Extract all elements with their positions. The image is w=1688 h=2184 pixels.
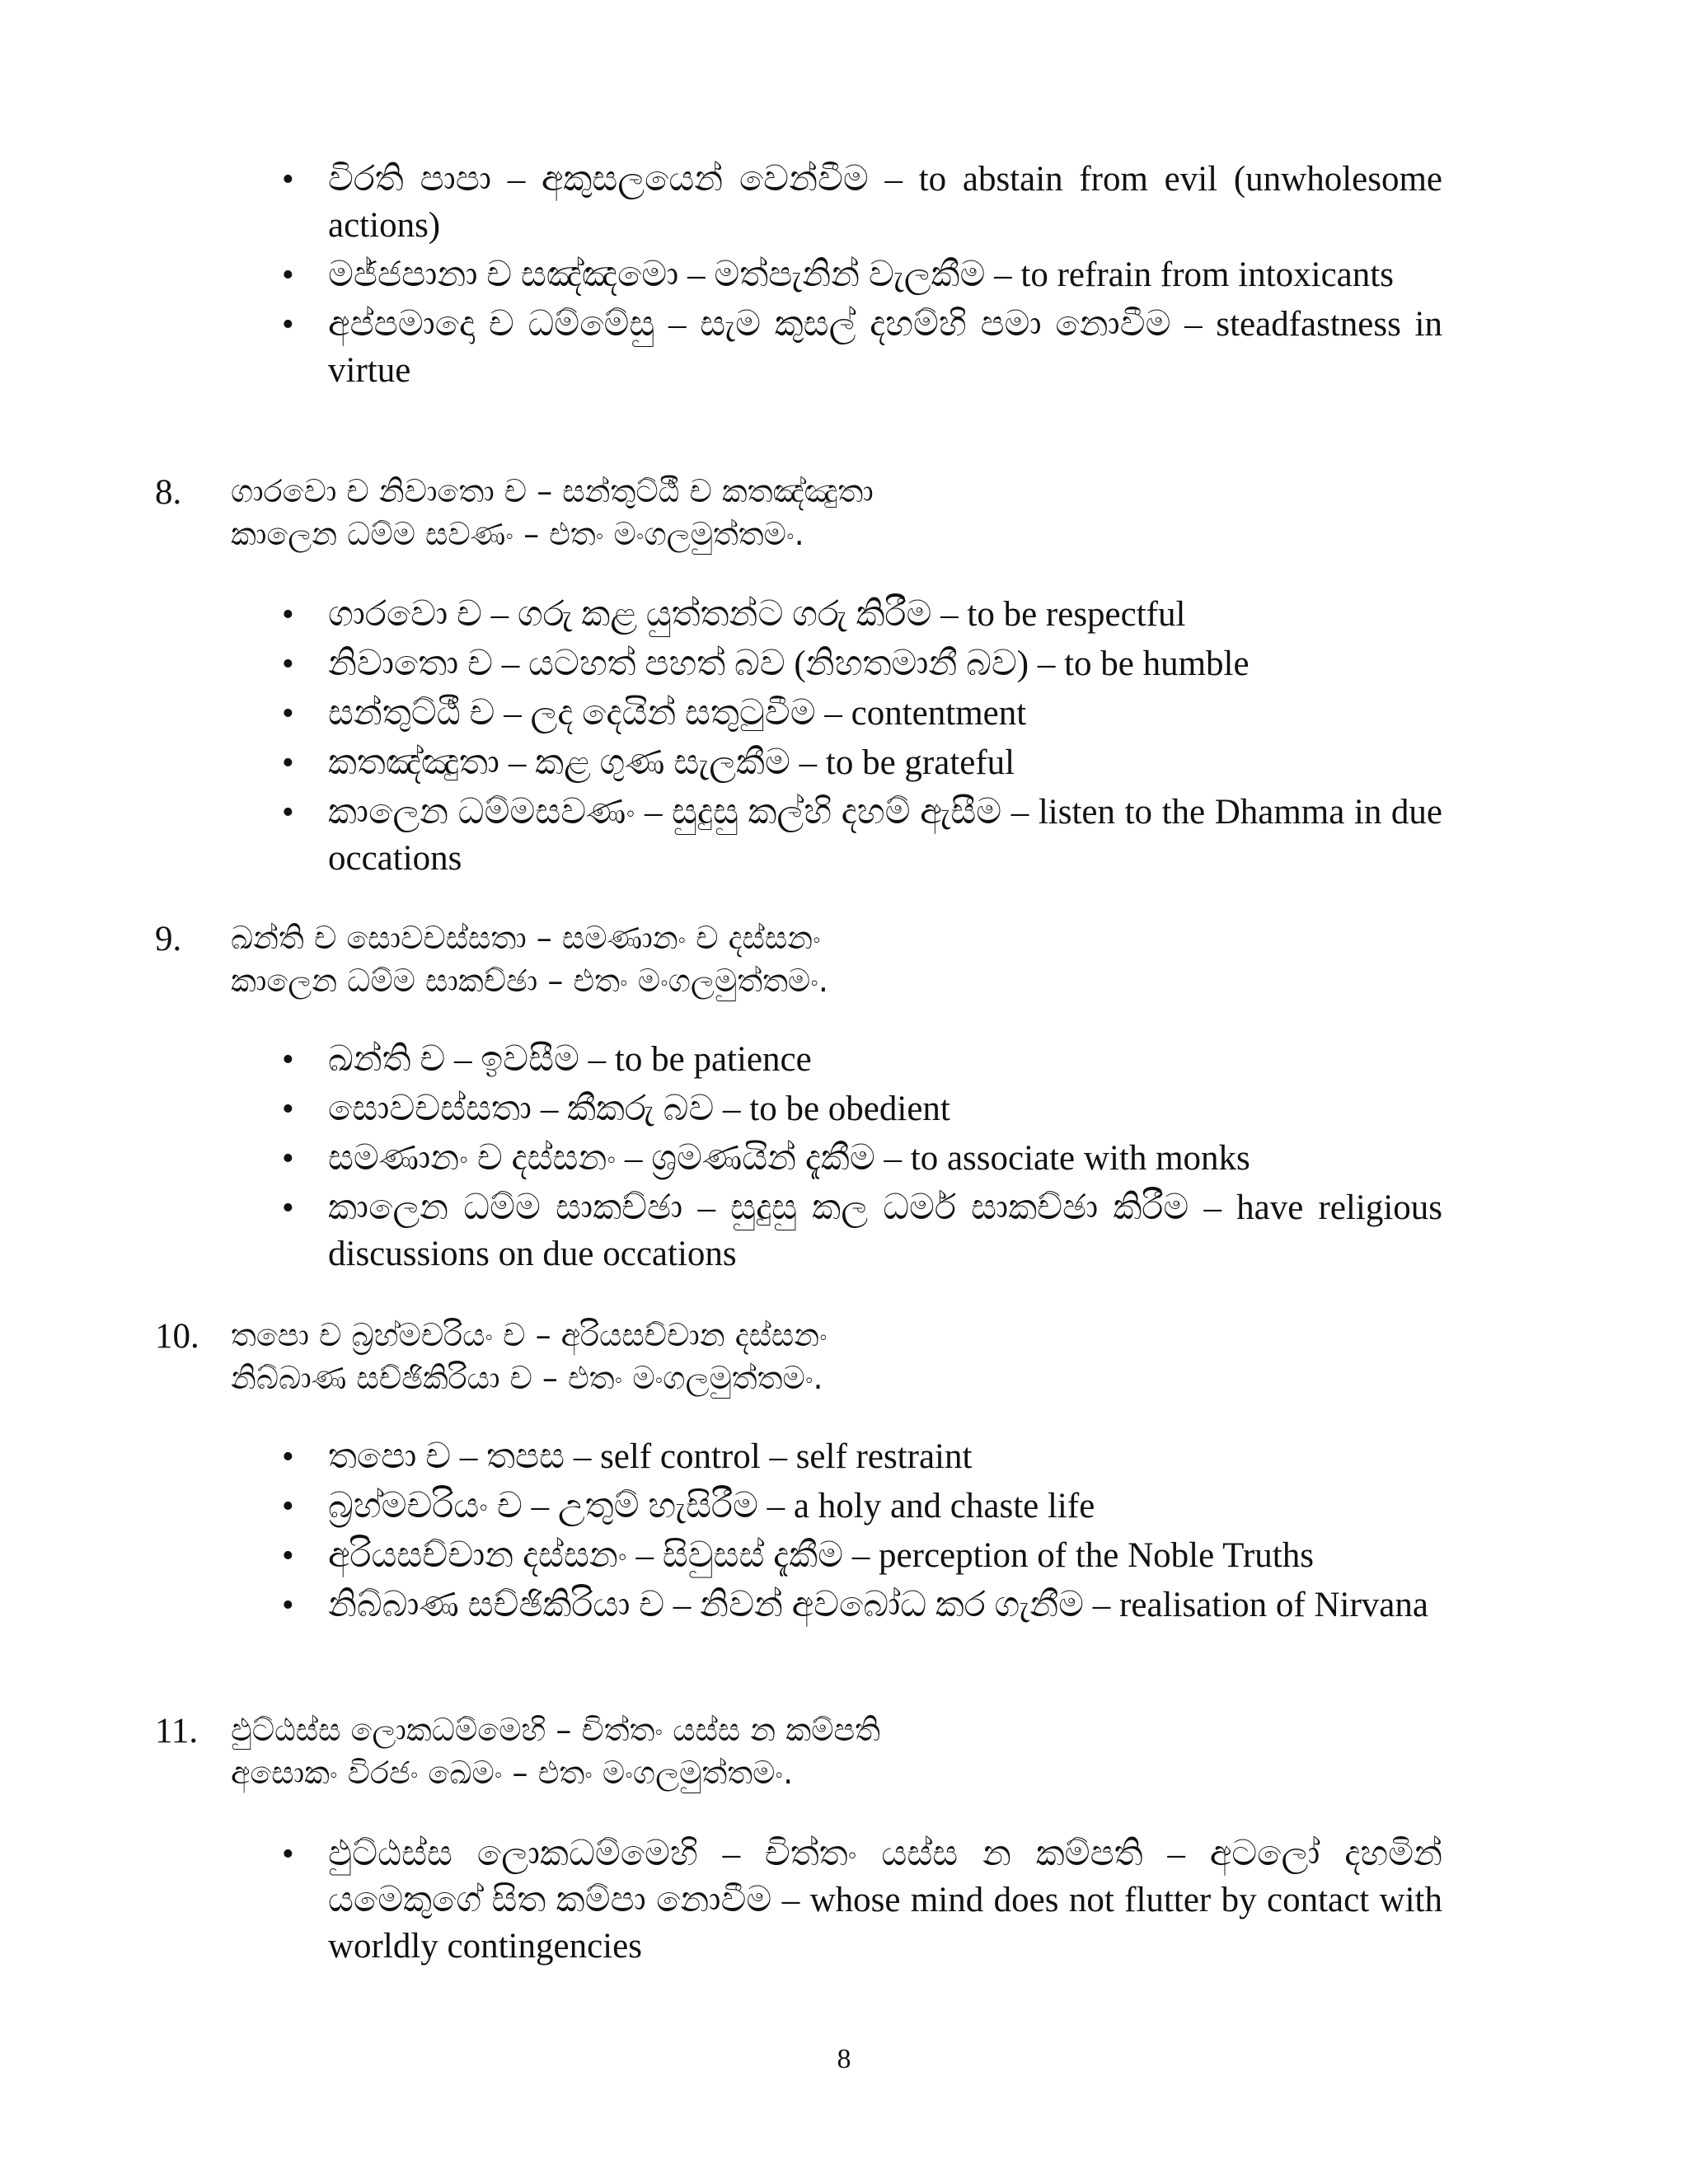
verse-number: 8. (155, 473, 182, 512)
list-item: • ගාරවො ච – ගරු කළ යුත්තන්ට ගරු කිරීම – to be respectful (272, 592, 1442, 638)
verse-line: තපො ච බ්‍රහ්මචරියං ච – අරියසච්චාන දස්සනං (231, 1317, 828, 1353)
list-item: • සොවචස්සතා – කීකරු බව – to be obedient (272, 1086, 1442, 1132)
bullet-list-d (272, 1434, 1442, 1632)
list-item: • සමණානං ච දස්සනං – ශ්‍රමණයින් දැකීම – to associate with monks (272, 1136, 1442, 1182)
verse-number: 11. (155, 1712, 199, 1750)
verse-11 (155, 1708, 1391, 1794)
list-item: • ඵුට්ඨස්ස ලොකධම්මෙහි – චිත්තං යස්ස න කම්පති – අටලෝ දහමින් යමෙකුගේ සිත කම්පා නොවීම – whose mind does not flutter by contact with worldly contingencies (272, 1831, 1442, 1970)
bullet-icon: • (282, 1586, 294, 1624)
verse-line: ගාරවො ච නිවාතො ච – සන්තුට්ඨී ච කතඤ්ඤුතා (231, 473, 874, 509)
bullet-icon: • (282, 645, 294, 683)
verse-line: අසොකං විරජං ඛෙමං – එතං මංගලමුත්තමං. (231, 1755, 794, 1791)
bullet-icon: • (282, 1537, 294, 1575)
verse-number: 9. (155, 920, 182, 958)
list-item: • බ්‍රහ්මචරියං ච – උතුම් හැසිරීම – a holy and chaste life (272, 1483, 1442, 1530)
verse-number: 10. (155, 1317, 199, 1356)
verse-line: ඛන්ති ච සොවචස්සතා – සමණානං ච දස්සනං (231, 920, 821, 956)
bullet-icon: • (282, 1041, 294, 1079)
verse-line: ඵුට්ඨස්ස ලොකධම්මෙහි – චිත්තං යස්ස න කම්පති (231, 1712, 880, 1748)
list-item: • කතඤ්ඤුතා – කළ ගුණ සැලකීම – to be grateful (272, 740, 1442, 786)
bullet-icon: • (282, 794, 294, 832)
bullet-icon: • (282, 744, 294, 782)
bullet-icon: • (282, 1189, 294, 1227)
list-item: • සන්තුට්ඨී ච – ලද දෙයින් සතුටුවීම – contentment (272, 691, 1442, 737)
list-item: • අප්පමාදො ච ධම්මේසු – සැම කුසල් දහම්හි පමා නොවීම – steadfastness in virtue (272, 302, 1442, 394)
bullet-icon: • (282, 256, 294, 294)
bullet-icon: • (282, 1140, 294, 1178)
list-item: • කාලෙන ධම්ම සාකච්ඡා – සුදුසු කල ධර්ම සාකච්ඡා කිරීම – have religious discussions on due occations (272, 1185, 1442, 1277)
bullet-icon: • (282, 1438, 294, 1476)
bullet-icon: • (282, 1835, 294, 1873)
list-item: • මජ්ජපානා ච සඤ්ඤමො – මත්පැනින් වැලකීම – to refrain from intoxicants (272, 252, 1442, 298)
verse-10 (155, 1314, 1391, 1399)
bullet-icon: • (282, 1090, 294, 1128)
bullet-icon: • (282, 1488, 294, 1526)
list-item: • ඛන්ති ච – ඉවසීම – to be patience (272, 1037, 1442, 1083)
verse-line: කාලෙන ධම්ම සවණං – එතං මංගලමුත්තමං. (231, 516, 804, 552)
list-item: • නිබ්බාණ සච්ඡිකිරියා ච – නිවන් අවබෝධ කර ගැනීම – realisation of Nirvana (272, 1582, 1442, 1629)
bullet-list-b (272, 592, 1442, 885)
list-item: • කාලෙන ධම්මසවණං – සුදුසු කල්හි දහම් ඇසීම – listen to the Dhamma in due occations (272, 790, 1442, 882)
bullet-icon: • (282, 161, 294, 199)
page-number: 8 (837, 2044, 851, 2074)
list-item: • නිවාතො ච – යටහත් පහත් බව (නිහතමානී බව) – to be humble (272, 641, 1442, 687)
list-item: • විරති පාපා – අකුසලයෙන් වෙන්වීම – to abstain from evil (unwholesome actions) (272, 157, 1442, 249)
verse-line: කාලෙන ධම්ම සාකච්ඡා – එතං මංගලමුත්තමං. (231, 963, 828, 999)
verse-line: නිබ්බාණ සච්ඡිකිරියා ච – එතං මංගලමුත්තමං. (231, 1360, 823, 1396)
bullet-icon: • (282, 695, 294, 733)
bullet-list-a (272, 157, 1442, 397)
list-item: • තපො ච – තපස – self control – self restraint (272, 1434, 1442, 1480)
bullet-list-c (272, 1037, 1442, 1281)
bullet-list-e (272, 1831, 1442, 1973)
list-item: • අරියසච්චාන දස්සනං – සිවුසස් දැකීම – perception of the Noble Truths (272, 1533, 1442, 1579)
verse-9 (155, 916, 1391, 1002)
verse-8 (155, 470, 1391, 555)
bullet-icon: • (282, 306, 294, 344)
bullet-icon: • (282, 596, 294, 634)
